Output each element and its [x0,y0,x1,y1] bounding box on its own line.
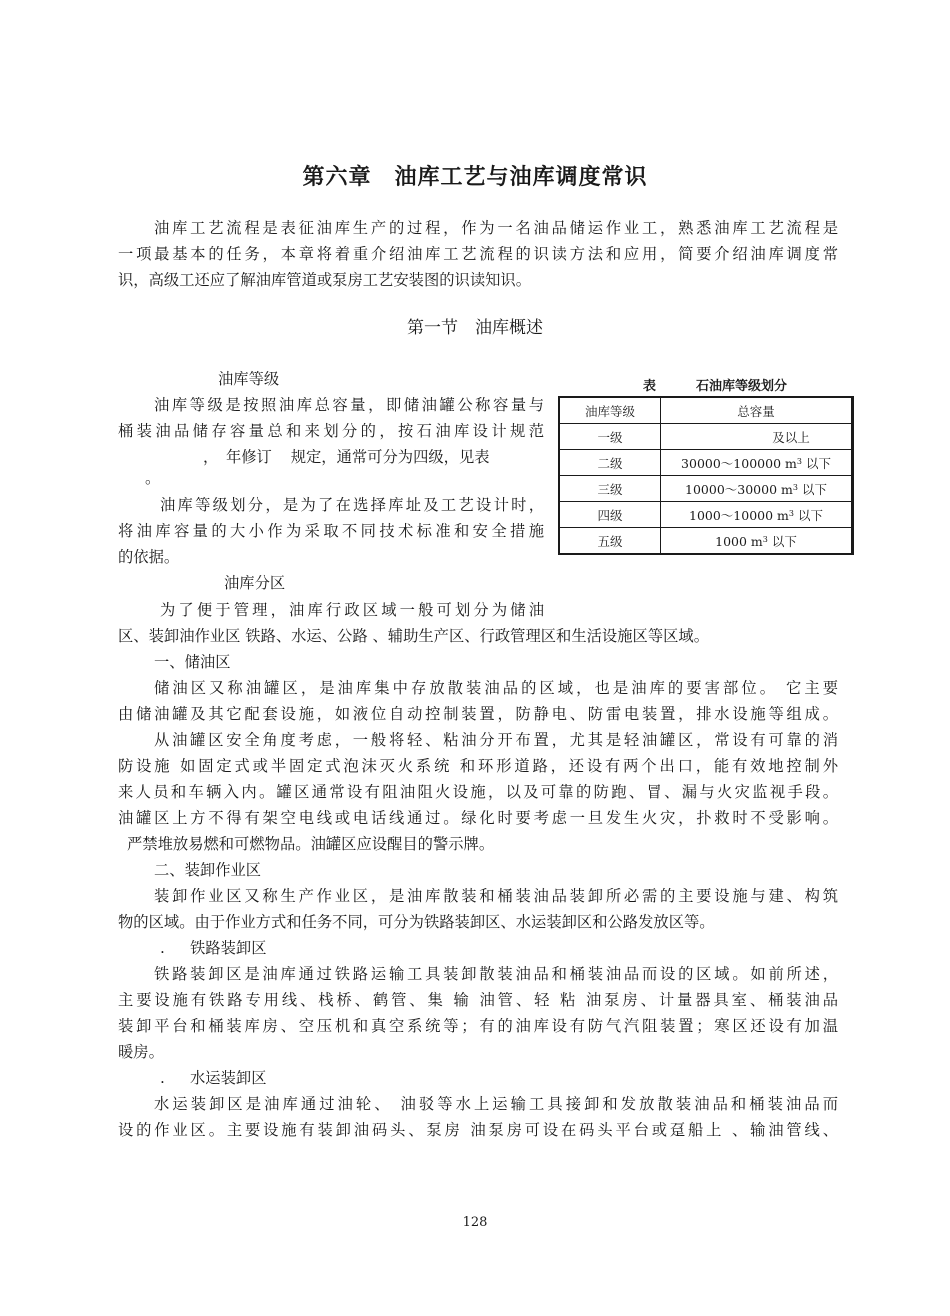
water-line-1: 水运装卸区是油库通过油轮、 油驳等水上运输工具接卸和发放散装油品和桶装油品而 [154,1095,838,1113]
subheading-storage: 一、储油区 [154,653,231,671]
storage-line-5: 来人员和车辆入内。罐区通常设有阻油阻火设施，以及可靠的防跑、冒、漏与火灾监视手段。 [118,783,838,801]
storage-line-6: 油罐区上方不得有架空电线或电话线通过。绿化时要考虑一旦发生火灾，扑救时不受影响。 [118,809,838,827]
heading-grade: 油库等级 [218,370,280,388]
rail-line-2: 主要设施有铁路专用线、栈桥、鹤管、集 输 油管、轻 粘 油泵房、计量器具室、桶装油品 [118,991,838,1009]
grade-line-6: 将油库容量的大小作为采取不同技术标准和安全措施 [118,522,544,540]
grade-line-1: 油库等级是按照油库总容量，即储油罐公称容量与 [154,396,544,414]
table-cell-grade: 四级 [559,502,661,528]
table-header-row [559,397,853,424]
grade-line-4: 。 [145,469,161,487]
loading-line-1: 装卸作业区又称生产作业区，是油库散装和桶装油品装卸所必需的主要设施与建、构筑 [154,887,838,905]
table-caption-text: 石油库等级划分 [696,379,788,394]
heading-zone: 油库分区 [224,574,286,592]
table-cell-grade: 二级 [559,450,661,476]
table-cell-grade: 五级 [559,528,661,555]
water-line-2: 设的作业区。主要设施有装卸油码头、泵房 油泵房可设在码头平台或趸船上 、输油管线、 [118,1121,838,1139]
subheading-rail-dot: . [160,939,165,957]
storage-line-4: 防设施 如固定式或半固定式泡沫灭火系统 和环形道路，还设有两个出口，能有效地控制外 [118,757,838,775]
loading-line-2: 物的区域。由于作业方式和任务不同，可分为铁路装卸区、水运装卸区和公路发放区等。 [118,913,715,931]
grade-line-7: 的依据。 [118,548,180,566]
intro-line-3: 识，高级工还应了解油库管道或泵房工艺安装图的识读知识。 [118,271,532,289]
storage-line-3: 从油罐区安全角度考虑，一般将轻、粘油分开布置，尤其是轻油罐区，常设有可靠的消 [154,731,838,749]
table-cell-grade: 一级 [559,424,661,450]
table-cell-capacity: 30000～100000 $m^3$ 以下 [661,450,853,476]
table-header-capacity: 总容量 [661,397,853,424]
table-row [559,528,853,555]
chapter-title: 第六章 油库工艺与油库调度常识 [302,165,648,190]
rail-line-4: 暖房。 [118,1043,164,1061]
subheading-rail: 铁路装卸区 [190,939,267,957]
table-caption-prefix: 表 [643,379,657,394]
table-cell-capacity: 1000～10000 $m^3$ 以下 [661,502,853,528]
table-cell-capacity: 及以上 [661,424,853,450]
grade-line-5: 油库等级划分，是为了在选择库址及工艺设计时， [160,496,544,514]
intro-line-1: 油库工艺流程是表征油库生产的过程，作为一名油品储运作业工，熟悉油库工艺流程是 [154,219,838,237]
subheading-loading: 二、装卸作业区 [154,861,262,879]
rail-line-3: 装卸平台和桶装库房、空压机和真空系统等；有的油库设有防气汽阻装置；寒区还设有加温 [118,1017,838,1035]
subheading-water: 水运装卸区 [190,1069,267,1087]
section-title: 第一节 油库概述 [407,318,543,338]
table-caption [643,375,787,394]
table-row [559,450,853,476]
table-cell-capacity: 10000～30000 $m^3$ 以下 [661,476,853,502]
storage-line-1: 储油区又称油罐区，是油库集中存放散装油品的区域，也是油库的要害部位。 它主要 [154,679,838,697]
subheading-water-dot: . [160,1069,165,1087]
table-row [559,502,853,528]
intro-line-2: 一项最基本的任务，本章将着重介绍油库工艺流程的识读方法和应用，简要介绍油库调度常 [118,245,838,263]
grade-line-3: ， 年修订 规定，通常可分为四级，见表 [203,448,490,466]
storage-line-2: 由储油罐及其它配套设施，如液位自动控制装置，防静电、防雷电装置，排水设施等组成。 [118,705,838,723]
table-row [559,476,853,502]
page-number: 128 [462,1215,488,1230]
table-header-grade: 油库等级 [559,397,661,424]
grade-line-2: 桶装油品储存容量总和来划分的，按石油库设计规范 [118,422,544,440]
zone-line-2: 区、装卸油作业区 铁路、水运、公路 、辅助生产区、行政管理区和生活设施区等区域。 [118,627,710,645]
table-cell-grade: 三级 [559,476,661,502]
table-cell-capacity: 1000 $m^3$ 以下 [661,528,853,555]
rail-line-1: 铁路装卸区是油库通过铁路运输工具装卸散装油品和桶装油品而设的区域。如前所述， [154,965,838,983]
storage-line-7: 严禁堆放易燃和可燃物品。油罐区应设醒目的警示牌。 [127,835,495,853]
zone-line-1: 为了便于管理，油库行政区域一般可划分为储油 [160,601,544,619]
grade-table [558,396,854,555]
table-row [559,424,853,450]
